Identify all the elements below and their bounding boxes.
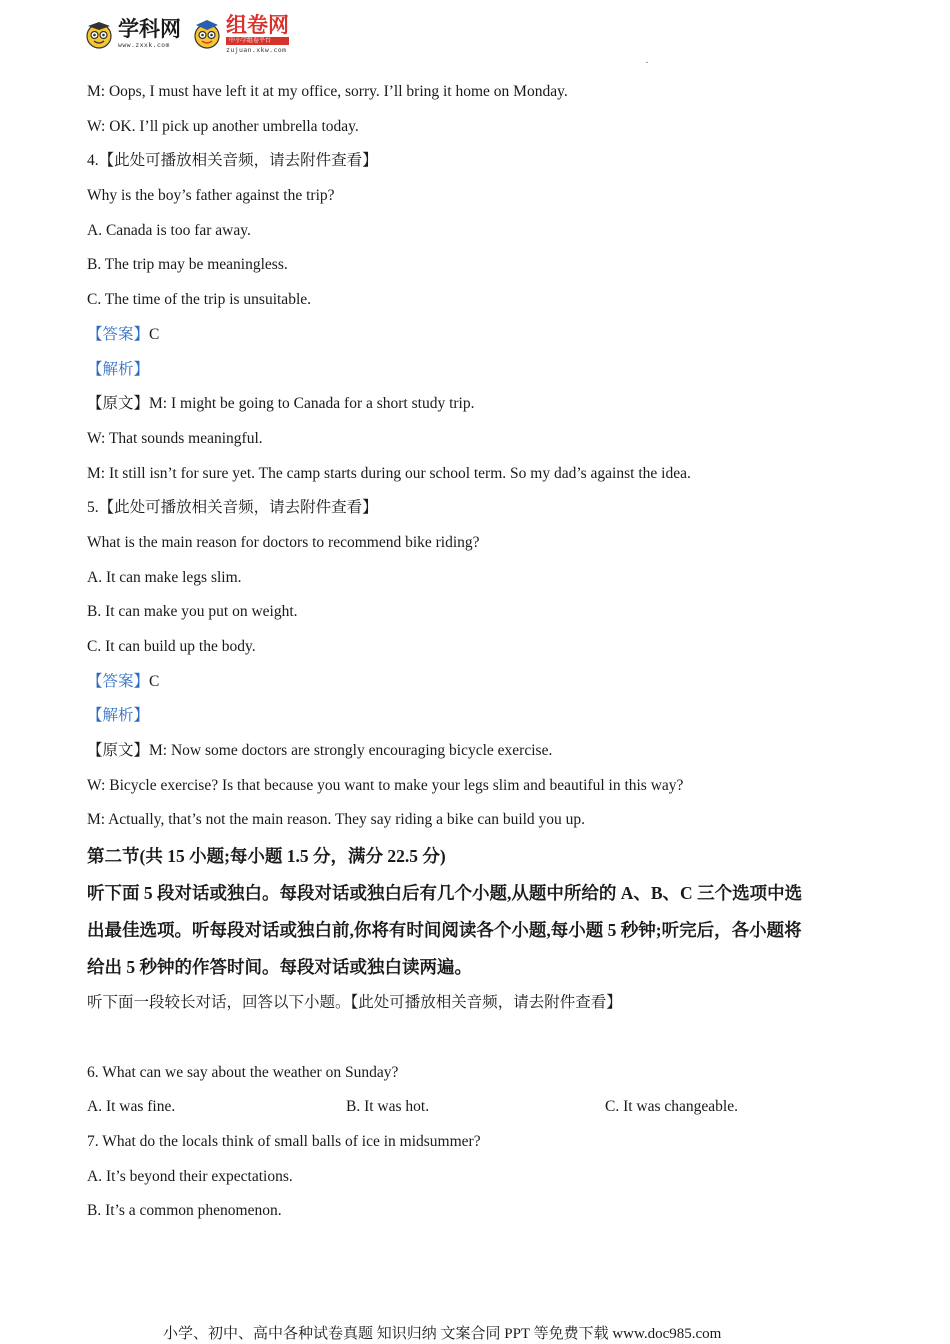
option: A. It can make legs slim. [87, 568, 242, 586]
dialogue-line: W: That sounds meaningful. [87, 429, 263, 447]
option-row [87, 1092, 877, 1127]
question-audio-link[interactable]: 4.【此处可播放相关音频，请去附件查看】 [87, 152, 378, 170]
option: C. It can build up the body. [87, 638, 256, 655]
listening-prompt[interactable]: 听下面一段较长对话，回答以下小题。【此处可播放相关音频，请去附件查看】 [87, 994, 622, 1012]
dialogue-text: M: I might be going to Canada for a short study trip. [149, 395, 475, 413]
analysis-line [87, 355, 877, 390]
section-heading: 第二节(共 15 小题;每小题 1.5 分，满分 22.5 分) [87, 846, 446, 867]
option: B. It can make you put on weight. [87, 603, 298, 621]
option: C. It was changeable. [605, 1098, 738, 1116]
dialogue-line: W: Bicycle exercise? Is that because you want to make your legs slim and beautiful in this way? [87, 776, 684, 794]
dialogue-line: W: OK. I’ll pick up another umbrella today. [87, 117, 359, 135]
analysis-line [87, 701, 877, 736]
answer-tag: 【答案】 [87, 325, 150, 343]
question-text: What is the main reason for doctors to recommend bike riding? [87, 533, 480, 551]
zujuan-logo[interactable] [191, 12, 289, 54]
answer-value: C [149, 325, 160, 343]
dialogue-line: M: Actually, that’s not the main reason. They say riding a bike can build you up. [87, 811, 586, 829]
section-instructions: 出最佳选项。听每段对话或独白前,你将有时间阅读各个小题,每小题 5 秒钟;听完后，各小题将 [87, 920, 802, 941]
question-audio-link[interactable]: 5.【此处可播放相关音频，请去附件查看】 [87, 499, 378, 517]
blank-line [87, 1023, 877, 1058]
option: A. It was fine. [87, 1098, 176, 1116]
original-line [87, 736, 877, 771]
analysis-tag: 【解析】 [87, 707, 150, 725]
logo-url: zujuan.xkw.com [226, 45, 287, 54]
mascot-icon [84, 19, 114, 49]
original-line [87, 389, 877, 424]
original-tag: 【原文】 [87, 742, 150, 760]
logo-title: 组卷网 [226, 12, 289, 37]
option: A. It’s beyond their expectations. [87, 1167, 293, 1185]
answer-tag: 【答案】 [87, 672, 150, 690]
option: C. The time of the trip is unsuitable. [87, 291, 312, 309]
logo-title: 学科网 [118, 17, 181, 42]
stray-dot [646, 62, 648, 63]
option: A. Canada is too far away. [87, 221, 251, 239]
dialogue-line: M: It still isn’t for sure yet. The camp starts during our school term. So my dad’s against the idea. [87, 464, 691, 482]
option: B. It’s a common phenomenon. [87, 1202, 282, 1220]
dialogue-text: M: Now some doctors are strongly encouraging bicycle exercise. [149, 742, 553, 760]
footer[interactable]: 小学、初中、高中各种试卷真题 知识归纳 文案合同 PPT 等免费下载 www.doc985.com [163, 1326, 722, 1342]
answer-line [87, 667, 877, 702]
section-instructions: 给出 5 秒钟的作答时间。每段对话或独白读两遍。 [87, 957, 472, 978]
header [84, 12, 299, 56]
logo-url: www.zxxk.com [118, 41, 170, 50]
dialogue-line: M: Oops, I must have left it at my office, sorry. I’ll bring it home on Monday. [87, 83, 568, 100]
question-text: Why is the boy’s father against the trip? [87, 187, 335, 205]
mascot-icon [191, 17, 223, 51]
question-text: 7. What do the locals think of small balls of ice in midsummer? [87, 1132, 481, 1150]
question-text: 6. What can we say about the weather on Sunday? [87, 1063, 399, 1081]
answer-value: C [149, 672, 160, 690]
document-body [87, 77, 877, 1231]
option: B. It was hot. [346, 1098, 430, 1116]
answer-line [87, 320, 877, 355]
section-instructions: 听下面 5 段对话或独白。每段对话或独白后有几个小题,从题中所给的 A、B、C 三个选项中选 [87, 883, 803, 904]
original-tag: 【原文】 [87, 395, 150, 413]
analysis-tag: 【解析】 [87, 360, 150, 378]
logo-banner: 中小学组卷平台 [226, 37, 289, 45]
option: B. The trip may be meaningless. [87, 256, 288, 274]
zxxk-logo[interactable] [84, 19, 181, 49]
